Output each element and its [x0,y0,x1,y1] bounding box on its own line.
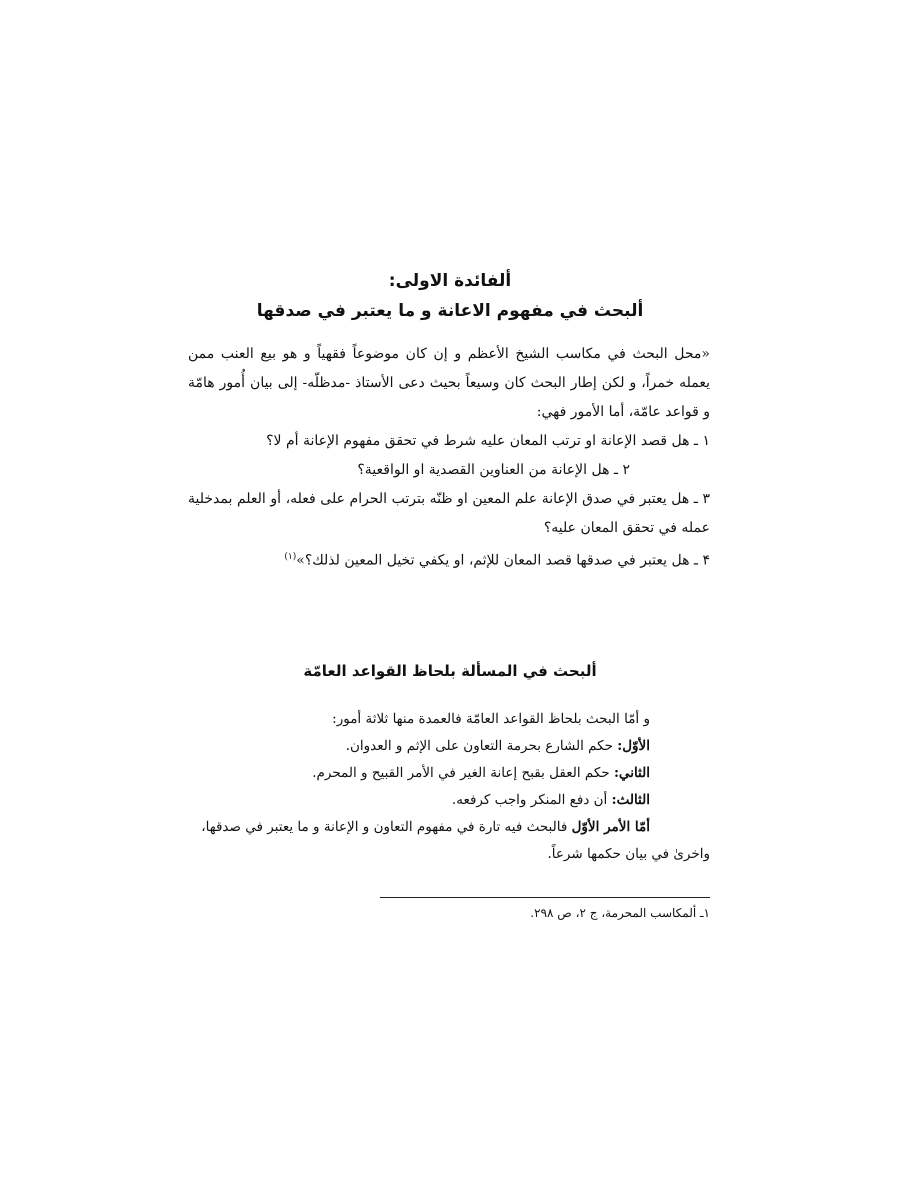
question-3: ٣ ـ هل يعتبر في صدق الإعانة علم المعين او ظنّه بترتب الحرام على فعله، أو العلم بمدخلية عمله في تحقق المعان عليه؟ [188,491,710,536]
intro-block [188,340,710,576]
section-heading [0,266,900,326]
subsection-heading: ألبحث في المسألة بلحاظ القواعد العامّة [303,662,597,680]
subsection-body [188,706,710,868]
question-2: ٢ ـ هل الإعانة من العناوين القصدية او الواقعية؟ [357,462,630,478]
closing-text: فالبحث فيه تارة في مفهوم التعاون و الإعانة و ما يعتبر في صدقها، واخرىٰ في بيان حكمها شرعاً. [201,819,710,862]
closing-paragraph [188,814,710,868]
footnote-divider [380,897,710,898]
item-second-text: حكم العقل بقبح إعانة الغير في الأمر القبيح و المحرم. [312,765,614,781]
item-first [188,733,710,760]
heading-line-1: ألفائدة الاولى: [388,271,512,291]
item-third [188,787,710,814]
item-second [188,760,710,787]
item-third-text: أن دفع المنكر واجب كرفعه. [451,792,612,808]
question-4 [188,543,710,576]
subsection-intro: و أمّا البحث بلحاظ القواعد العامّة فالعمدة منها ثلاثة أمور: [332,711,650,727]
item-first-text: حكم الشارع بحرمة التعاون على الإثم و العدوان. [345,738,618,754]
closing-label: أمّا الأمر الأوّل [571,819,650,835]
question-4-text: ۴ ـ هل يعتبر في صدقها قصد المعان للإثم، او يكفي تخيل المعين لذلك؟» [296,552,710,569]
item-second-label: الثاني: [613,765,650,781]
item-first-label: الأوّل: [617,738,650,754]
item-third-label: الثالث: [611,792,650,808]
footnote: ١ـ ألمكاسب المحرمة، ج ٢، ص ٢٩٨. [530,906,710,920]
heading-line-2: ألبحث في مفهوم الاعانة و ما يعتبر في صدقها [256,301,644,321]
intro-paragraph: «محل البحث في مكاسب الشيخ الأعظم و إن كان موضوعاً فقهياً و هو بيع العنب ممن يعمله خمراً، و لكن إطار البحث كان وسيعاً بحيث دعى الأستاذ -مدظلّه- إلى بيان أُمور هامّة و قواعد عامّة، أما الأمور فهي: [188,346,710,420]
footnote-ref: (١) [284,552,297,562]
question-1: ١ ـ هل قصد الإعانة او ترتب المعان عليه شرط في تحقق مفهوم الإعانة أم لا؟ [266,433,710,449]
